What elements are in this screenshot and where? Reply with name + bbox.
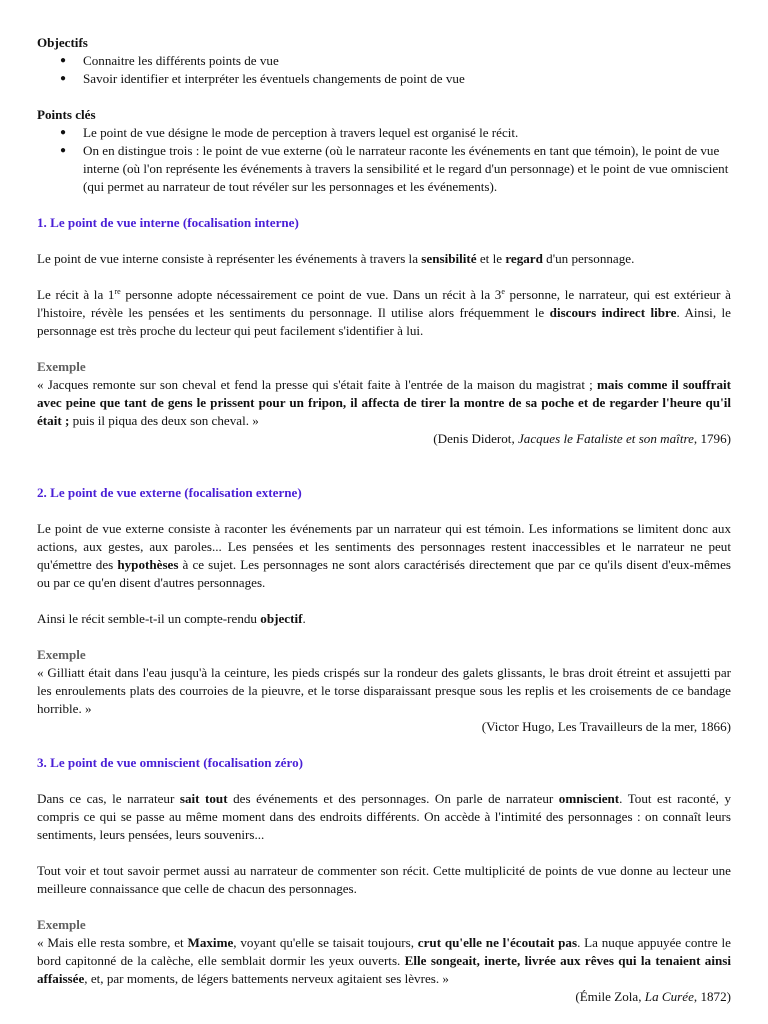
section-2-quote: « Gilliatt était dans l'eau jusqu'à la ceinture, les pieds crispés sur la rondeur des galets glissants, le bras droit étreint et assujetti par les enroulements plats des courroies de la pieuvre, et le torse disparaissant presque sous les replis et les croisements de ce bandage horrible. » <box>37 665 731 716</box>
points-cles-list <box>37 124 731 196</box>
section-2-paragraph-1: Le point de vue externe consiste à raconter les événements par un narrateur qui est témoin. Les informations se limitent donc aux actions, aux gestes, aux paroles... Les pensées et les sentiments des personnages restent inaccessibles et le narrateur ne peut qu'émettre des hypothèses à ce sujet. Les personnages ne sont alors caractérisés directement que par ce qu'ils disent d'eux-mêmes ou par ce qu'en disent d'autres personnages. <box>37 521 731 590</box>
section-1-quote: « Jacques remonte sur son cheval et fend la presse qui s'était faite à l'entrée de la maison du magistrat ; mais comme il souffrait avec peine que tant de gens le prissent pour un fripon, il affecta de tirer la montre de sa poche et de regarder l'heure qu'il était ; puis il piqua des deux son cheval. » <box>37 377 731 428</box>
section-3-citation: (Émile Zola, La Curée, 1872) <box>575 989 731 1004</box>
list-item: ● Connaitre les différents points de vue <box>37 52 731 70</box>
section-3-quote: « Mais elle resta sombre, et Maxime, voyant qu'elle se taisait toujours, crut qu'elle ne l'écoutait pas. La nuque appuyée contre le bord capitonné de la calèche, elle semblait dormir les yeux ouverts. Elle songeait, inerte, livrée aux rêves qui la tenaient ainsi affaissée, et, par moments, de légers battements nerveux agitaient ses lèvres. » <box>37 935 731 986</box>
section-2-citation: (Victor Hugo, Les Travailleurs de la mer, 1866) <box>481 719 731 734</box>
section-3-heading: 3. Le point de vue omniscient (focalisation zéro) <box>37 755 303 770</box>
objectifs-heading: Objectifs <box>37 35 88 50</box>
section-2-example-label: Exemple <box>37 647 86 662</box>
points-cles-heading: Points clés <box>37 107 96 122</box>
list-item: ● Savoir identifier et interpréter les éventuels changements de point de vue <box>37 70 731 88</box>
section-1-paragraph-2: Le récit à la 1re personne adopte nécessairement ce point de vue. Dans un récit à la 3e personne, le narrateur, qui est extérieur à l'histoire, révèle les pensées et les sentiments du personnage. Il utilise alors fréquemment le discours indirect libre. Ainsi, le personnage est très proche du lecteur qui peut facilement s'identifier à lui. <box>37 287 731 338</box>
section-1-example-label: Exemple <box>37 359 86 374</box>
section-1-citation: (Denis Diderot, Jacques le Fataliste et son maître, 1796) <box>433 431 731 446</box>
list-item: ● Le point de vue désigne le mode de perception à travers lequel est organisé le récit. <box>37 124 731 142</box>
objectifs-list <box>37 52 731 88</box>
section-3-example-label: Exemple <box>37 917 86 932</box>
section-1-heading: 1. Le point de vue interne (focalisation interne) <box>37 215 299 230</box>
section-1-paragraph-1: Le point de vue interne consiste à représenter les événements à travers la sensibilité et le regard d'un personnage. <box>37 251 635 266</box>
section-3-paragraph-2: Tout voir et tout savoir permet aussi au narrateur de commenter son récit. Cette multiplicité de points de vue donne au lecteur une meilleure connaissance que celle de chacun des personnages. <box>37 863 731 896</box>
section-2-paragraph-2: Ainsi le récit semble-t-il un compte-rendu objectif. <box>37 611 306 626</box>
section-2-heading: 2. Le point de vue externe (focalisation externe) <box>37 485 302 500</box>
section-3-paragraph-1: Dans ce cas, le narrateur sait tout des événements et des personnages. On parle de narrateur omniscient. Tout est raconté, y compris ce qui se passe au même moment dans des endroits différents. On accède à l'intimité des personnages : on connaît leurs sentiments, leurs pensées, leurs souvenirs... <box>37 791 732 842</box>
list-item: ● On en distingue trois : le point de vue externe (où le narrateur raconte les événements en tant que témoin), le point de vue interne (où l'on représente les événements à travers la sensibilité et le regard d'un personnage) et le point de vue omniscient (qui permet au narrateur de tout révéler sur les personnages et les événements). <box>37 142 731 196</box>
